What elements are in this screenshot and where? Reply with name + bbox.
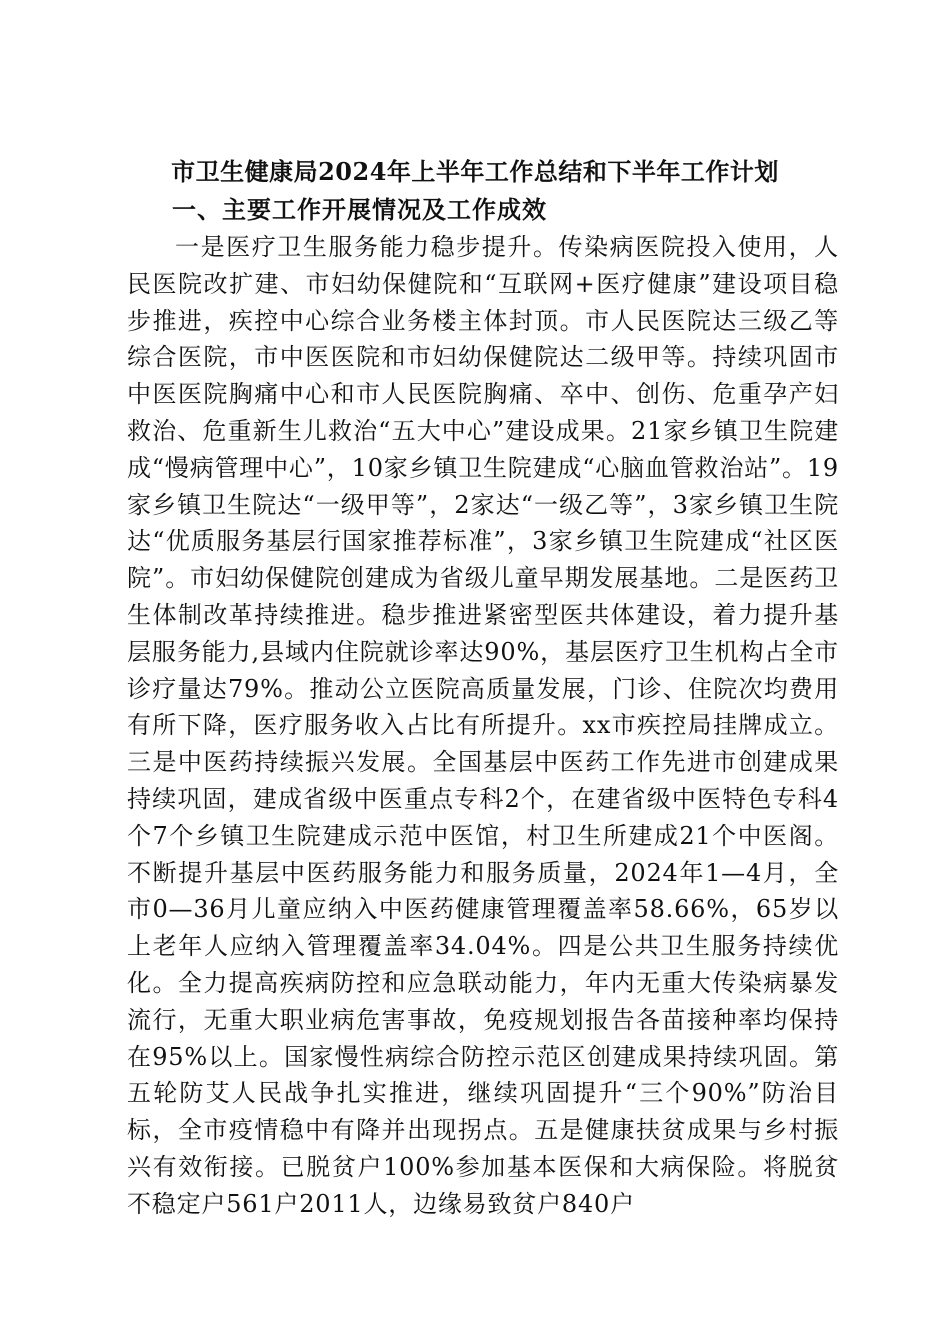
section-heading: 一、主要工作开展情况及工作成效 <box>172 195 547 224</box>
document-title: 市卫生健康局2024年上半年工作总结和下半年工作计划 <box>171 157 779 186</box>
body-paragraph: 一是医疗卫生服务能力稳步提升。传染病医院投入使用，人民医院改扩建、市妇幼保健院和“互联网+医疗健康”建设项目稳步推进，疾控中心综合业务楼主体封顶。市人民医院达三级乙等综合医院，市中医医院和市妇幼保健院达二级甲等。持续巩固市中医医院胸痛中心和市人民医院胸痛、卒中、创伤、危重孕产妇救治、危重新生儿救治“五大中心”建设成果。21家乡镇卫生院建成“慢病管理中心”，10家乡镇卫生院建成“心脑血管救治站”。19家乡镇卫生院达“一级甲等”，2家达“一级乙等”，3家乡镇卫生院达“优质服务基层行国家推荐标准”，3家乡镇卫生院建成“社区医院”。市妇幼保健院创建成为省级儿童早期发展基地。二是医药卫生体制改革持续推进。稳步推进紧密型医共体建设，着力提升基层服务能力,县域内住院就诊率达90%，基层医疗卫生机构占全市诊疗量达79%。推动公立医院高质量发展，门诊、住院次均费用有所下降，医疗服务收入占比有所提升。xx市疾控局挂牌成立。三是中医药持续振兴发展。全国基层中医药工作先进市创建成果持续巩固，建成省级中医重点专科2个，在建省级中医特色专科4个7个乡镇卫生院建成示范中医馆，村卫生所建成21个中医阁。不断提升基层中医药服务能力和服务质量，2024年1—4月，全市0—36月儿童应纳入中医药健康管理覆盖率58.66%，65岁以上老年人应纳入管理覆盖率34.04%。四是公共卫生服务持续优化。全力提高疾病防控和应急联动能力，年内无重大传染病暴发流行，无重大职业病危害事故，免疫规划报告各苗接种率均保持在95%以上。国家慢性病综合防控示范区创建成果持续巩固。第五轮防艾人民战争扎实推进，继续巩固提升“三个90%”防治目标，全市疫情稳中有降并出现拐点。五是健康扶贫成果与乡村振兴有效衔接。已脱贫户100%参加基本医保和大病保险。将脱贫不稳定户561户2011人，边缘易致贫户840户 <box>127 233 839 1218</box>
